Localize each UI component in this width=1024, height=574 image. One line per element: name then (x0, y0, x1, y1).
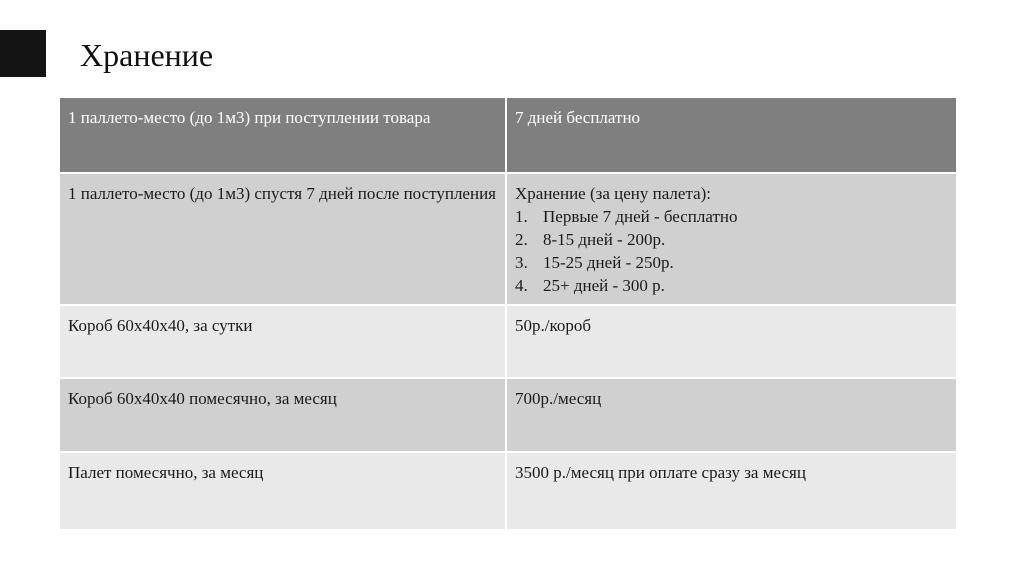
list-item-number: 2. (515, 230, 528, 249)
table-cell-service: Палет помесячно, за месяц (60, 451, 507, 529)
table-row (60, 304, 956, 377)
list-item (515, 205, 948, 228)
list-item-number: 4. (515, 276, 528, 295)
slide-title: Хранение (80, 37, 214, 73)
list-item-text: 15-25 дней - 250р. (543, 253, 674, 272)
table-row (60, 98, 956, 172)
table-cell-price: 3500 р./месяц при оплате сразу за месяц (507, 451, 956, 529)
list-item-text: 25+ дней - 300 р. (543, 276, 665, 295)
table-cell-service: 1 паллето-место (до 1м3) спустя 7 дней после поступления (60, 172, 507, 304)
table-cell-service: 1 паллето-место (до 1м3) при поступлении товара (60, 98, 507, 172)
table-cell-price: 7 дней бесплатно (507, 98, 956, 172)
tariff-list (515, 205, 948, 297)
table-row (60, 377, 956, 451)
list-item (515, 251, 948, 274)
table-row (60, 172, 956, 304)
table-cell-price (507, 172, 956, 304)
table-cell-service: Короб 60х40х40, за сутки (60, 304, 507, 377)
storage-pricing-table (60, 98, 956, 529)
table-row (60, 451, 956, 529)
list-item-number: 3. (515, 253, 528, 272)
table-cell-price: 700р./месяц (507, 377, 956, 451)
list-item-text: 8-15 дней - 200р. (543, 230, 666, 249)
tariff-heading: Хранение (за цену палета): (515, 184, 712, 203)
list-item (515, 228, 948, 251)
table-cell-service: Короб 60х40х40 помесячно, за месяц (60, 377, 507, 451)
list-item-number: 1. (515, 207, 528, 226)
slide-corner-accent (0, 30, 46, 77)
list-item (515, 274, 948, 297)
list-item-text: Первые 7 дней - бесплатно (543, 207, 738, 226)
table-cell-price: 50р./короб (507, 304, 956, 377)
